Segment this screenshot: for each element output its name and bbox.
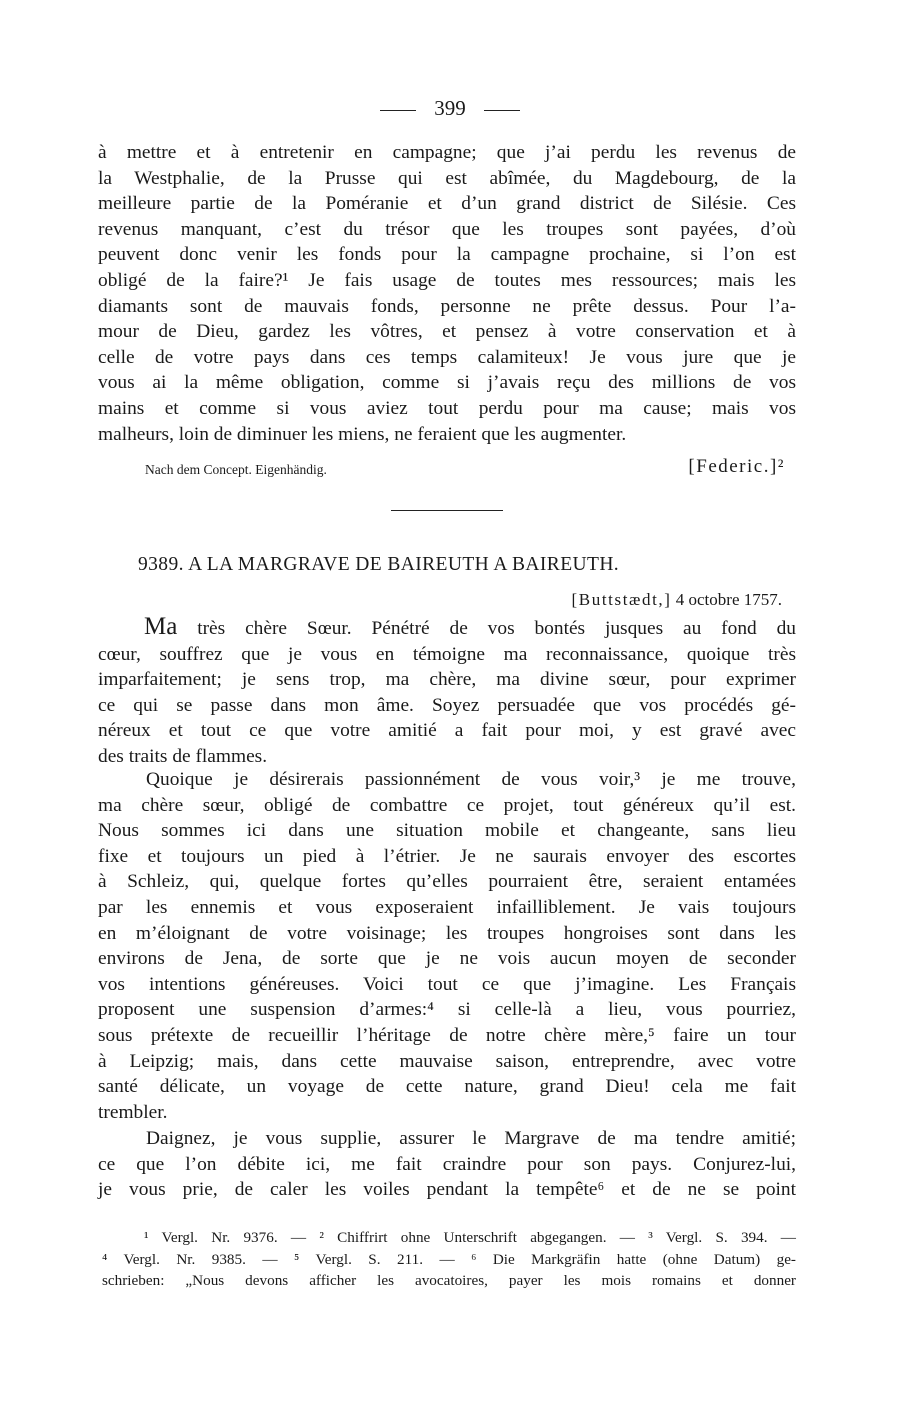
date-place: [Buttstædt,] bbox=[571, 590, 672, 609]
footnotes bbox=[102, 1227, 796, 1292]
text-line: meilleure partie de la Poméranie et d’un grand district de Silésie. Ces bbox=[98, 193, 796, 215]
text-line: des traits de flammes. bbox=[98, 745, 268, 767]
header-dash-left bbox=[380, 110, 416, 111]
text-line: ce qui se passe dans mon âme. Soyez persuadée que vos procédés gé- bbox=[98, 694, 796, 716]
salutation-initial: Ma bbox=[144, 613, 178, 640]
text-line: à Leipzig; mais, dans cette mauvaise saison, entreprendre, avec votre bbox=[98, 1050, 796, 1072]
text-line: Daignez, je vous supplie, assurer le Margrave de ma tendre amitié; bbox=[146, 1128, 796, 1149]
footnote-line: schrieben: „Nous devons afficher les avocatoires, payer les mois romains et donner bbox=[102, 1272, 796, 1290]
footnote-line: ⁴ Vergl. Nr. 9385. — ⁵ Vergl. S. 211. — ⁶ Die Markgräfin hatte (ohne Datum) ge- bbox=[102, 1250, 796, 1268]
header-dash-right bbox=[484, 110, 520, 111]
text-line: sous prétexte de recueillir l’héritage de notre chère mère,⁵ faire un tour bbox=[98, 1024, 796, 1046]
text-line: peuvent donc venir les fonds pour la campagne prochaine, si l’on est bbox=[98, 244, 796, 266]
text-line: santé délicate, un voyage de cette nature, grand Dieu! cela me fait bbox=[98, 1076, 796, 1098]
text-line: obligé de la faire?¹ Je fais usage de toutes mes ressources; mais les bbox=[98, 269, 796, 291]
text-line: en m’éloignant de votre voisinage; les troupes hongroises sont dans les bbox=[98, 922, 796, 944]
letter-title: 9389. A LA MARGRAVE DE BAIREUTH A BAIREUTH. bbox=[138, 554, 620, 575]
salutation-rest: très chère Sœur. Pénétré de vos bontés jusques au fond du bbox=[197, 618, 796, 639]
text-line: néreux et tout ce que votre amitié a fait pour moi, y est gravé avec bbox=[98, 720, 796, 742]
signature-name: [Federic.]² bbox=[688, 456, 785, 477]
text-line: diamants sont de mauvais fonds, personne ne prête dessus. Pour l’a- bbox=[98, 295, 796, 317]
text-line: Quoique je désirerais passionnément de vous voir,³ je me trouve, bbox=[146, 769, 796, 790]
text-line: ma chère sœur, obligé de combattre ce projet, tout généreux qu’il est. bbox=[98, 794, 796, 816]
text-line: à mettre et à entretenir en campagne; que j’ai perdu les revenus de bbox=[98, 142, 796, 163]
text-line: malheurs, loin de diminuer les miens, ne feraient que les augmenter. bbox=[98, 423, 627, 445]
date: 4 octobre 1757. bbox=[675, 590, 782, 609]
text-line: par les ennemis et vous exposeraient infailliblement. Je vais toujours bbox=[98, 896, 796, 918]
continuation-text bbox=[98, 140, 796, 447]
text-line: mains et comme si vous aviez tout perdu pour ma cause; mais vos bbox=[98, 397, 796, 419]
text-line: revenus manquant, c’est du trésor que les troupes sont payées, d’où bbox=[98, 218, 796, 240]
text-line: trembler. bbox=[98, 1101, 168, 1123]
text-line: environs de Jena, de sorte que je ne vois aucun moyen de seconder bbox=[98, 948, 796, 970]
signature-row bbox=[145, 456, 785, 482]
text-line: Nous sommes ici dans une situation mobile et changeante, sans lieu bbox=[98, 820, 796, 842]
text-line: cœur, souffrez que je vous en témoigne ma reconnaissance, quoique très bbox=[98, 643, 796, 665]
text-line: vos intentions généreuses. Voici tout ce que j’imagine. Les Français bbox=[98, 973, 796, 995]
footnote-line: ¹ Vergl. Nr. 9376. — ² Chiffrirt ohne Unterschrift abgegangen. — ³ Vergl. S. 394. — bbox=[144, 1229, 796, 1246]
letter-paragraph-1 bbox=[98, 614, 796, 770]
section-divider bbox=[391, 510, 503, 511]
text-line: fixe et toujours un pied à l’étrier. Je ne saurais envoyer des escortes bbox=[98, 845, 796, 867]
letter-paragraph-3 bbox=[98, 1126, 796, 1203]
text-line: la Westphalie, de la Prusse qui est abîmée, du Magdebourg, de la bbox=[98, 167, 796, 189]
text-line: à Schleiz, qui, quelque fortes qu’elles pourraient être, seraient entamées bbox=[98, 871, 796, 893]
text-line: vous ai la même obligation, comme si j’avais reçu des millions de vos bbox=[98, 372, 796, 394]
text-line: proposent une suspension d’armes:⁴ si celle-là a lieu, vous pourriez, bbox=[98, 999, 796, 1021]
text-line: mour de Dieu, gardez les vôtres, et pensez à votre conservation et à bbox=[98, 321, 796, 343]
text-line bbox=[98, 614, 796, 642]
text-line: imparfaitement; je sens trop, ma chère, ma divine sœur, pour exprimer bbox=[98, 669, 796, 691]
text-line: ce que l’on débite ici, me fait craindre pour son pays. Conjurez-lui, bbox=[98, 1153, 796, 1175]
text-line: je vous prie, de caler les voiles pendant la tempête⁶ et de ne se point bbox=[98, 1179, 796, 1201]
page-number: 399 bbox=[434, 96, 466, 120]
letter-dateline bbox=[572, 590, 782, 610]
page-header bbox=[0, 96, 900, 121]
source-note: Nach dem Concept. Eigenhändig. bbox=[145, 462, 327, 477]
text-line: celle de votre pays dans ces temps calamiteux! Je vous jure que je bbox=[98, 346, 796, 368]
letter-paragraph-2 bbox=[98, 767, 796, 1125]
